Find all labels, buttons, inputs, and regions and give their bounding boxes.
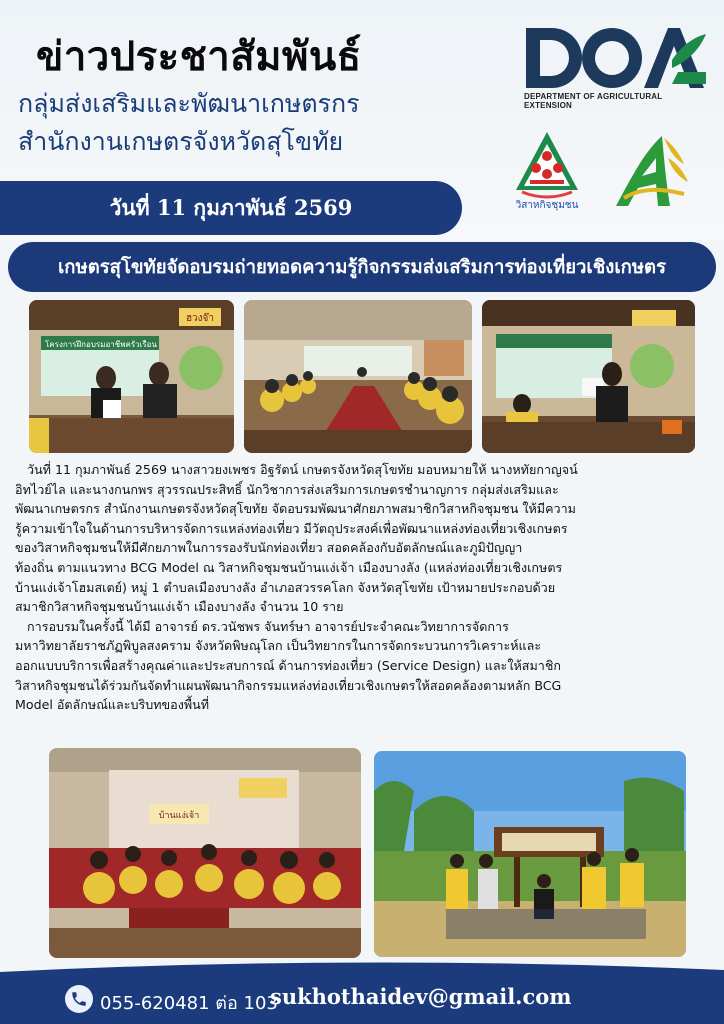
- body-line: ท้องถิ่น ตามแนวทาง BCG Model ณ วิสาหกิจชุมชนบ้านแง่เจ้า เมืองบางลัง (แหล่งท่องเที่ยวเชิงเกษตร: [15, 559, 563, 575]
- article-body: [15, 460, 715, 715]
- doae-caption: DEPARTMENT OF AGRICULTURAL EXTENSION: [524, 92, 663, 110]
- date-banner: [0, 181, 462, 235]
- headline-banner: [8, 242, 716, 292]
- photo-training-presenters: [29, 300, 234, 453]
- headline-text: เกษตรสุโขทัยจัดอบรมถ่ายทอดความรู้กิจกรรมส่งเสริมการท่องเที่ยวเชิงเกษตร: [57, 256, 667, 278]
- doae-logo: [522, 20, 708, 102]
- page-title: ข่าวประชาสัมพันธ์: [36, 34, 362, 80]
- body-line: อิทไวย์ไล และนางกนกพร สุวรรณประสิทธิ์ นักวิชาการส่งเสริมการเกษตรชำนาญการ กลุ่มส่งเสริมและ: [15, 481, 559, 497]
- body-line: วันที่ 11 กุมภาพันธ์ 2569 นางสาวยงเพชร อิฐรัตน์ เกษตรจังหวัดสุโขทัย มอบหมายให้ นางหทัยกาญจน์: [27, 462, 578, 477]
- photo-presenters-paper: [482, 300, 695, 453]
- body-line: ของวิสาหกิจชุมชนให้มีศักยภาพในการรองรับนักท่องเที่ยว สอดคล้องกับอัตลักษณ์และภูมิปัญญา: [15, 540, 523, 556]
- agri-a-logo: [610, 128, 692, 214]
- date-text: วันที่ 11 กุมภาพันธ์ 2569: [109, 194, 353, 220]
- photo-sign-text: บ้านแง่เจ้า: [158, 811, 200, 821]
- photo-banner-text: โครงการฝึกอบรมอาชีพครัวเรือน: [45, 340, 157, 349]
- community-enterprise-logo: [508, 128, 586, 214]
- body-line: พัฒนาเกษตรกร สำนักงานเกษตรจังหวัดสุโขทัย จัดอบรมพัฒนาศักยภาพสมาชิกวิสาหกิจชุมชน ให้มีความ: [15, 501, 576, 517]
- body-line: วิสาหกิจชุมชนได้ร่วมกันจัดทำแผนพัฒนากิจกรรมแหล่งท่องเที่ยวเชิงเกษตรให้สอดคล้องตามหลัก BCG: [15, 677, 562, 693]
- body-line: Model อัตลักษณ์และบริบทของพื้นที่: [15, 697, 210, 713]
- body-line: สมาชิกวิสาหกิจชุมชนบ้านแง่เจ้า เมืองบางลัง จำนวน 10 ราย: [15, 599, 344, 615]
- email-address[interactable]: sukhothaidev@gmail.com: [270, 984, 572, 1009]
- phone-number[interactable]: 055-620481 ต่อ 103: [100, 993, 278, 1014]
- body-line: การอบรมในครั้งนี้ ได้มี อาจารย์ ดร.วนัชพร จันทร์ษา อาจารย์ประจำคณะวิทยาการจัดการ: [27, 618, 509, 634]
- photo-group-outdoor: [374, 751, 686, 957]
- department-name: กลุ่มส่งเสริมและพัฒนาเกษตรกร: [18, 89, 360, 118]
- body-line: ออกแบบบริการเพื่อสร้างคุณค่าและประสบการณ์ ด้านการท่องเที่ยว (Service Design) และให้สมาชิก: [15, 657, 562, 673]
- coop-caption: วิสาหกิจชุมชน: [515, 200, 579, 211]
- office-name: สำนักงานเกษตรจังหวัดสุโขทัย: [18, 127, 344, 156]
- body-line: รู้ความเข้าใจในด้านการบริหารจัดการแหล่งท่องเที่ยว มีวัตถุประสงค์เพื่อพัฒนาแหล่งท่องเที่ยวเชิงเกษตร: [15, 520, 568, 536]
- photo-group-indoor: [49, 748, 361, 958]
- photo-meeting-table: [244, 300, 472, 453]
- body-line: มหาวิทยาลัยราชภัฏพิบูลสงคราม จังหวัดพิษณุโลก เป็นวิทยากรในการจัดกระบวนการวิเคราะห์และ: [15, 638, 542, 654]
- body-line: บ้านแง่เจ้าโฮมสเตย์) หมู่ 1 ตำบลเมืองบางลัง อำเภอสวรรคโลก จังหวัดสุโขทัย เป้าหมายประกอบด้วย: [15, 579, 556, 595]
- photo-board-text: ฮวงจ๊า: [185, 313, 215, 324]
- phone-icon: [65, 985, 93, 1013]
